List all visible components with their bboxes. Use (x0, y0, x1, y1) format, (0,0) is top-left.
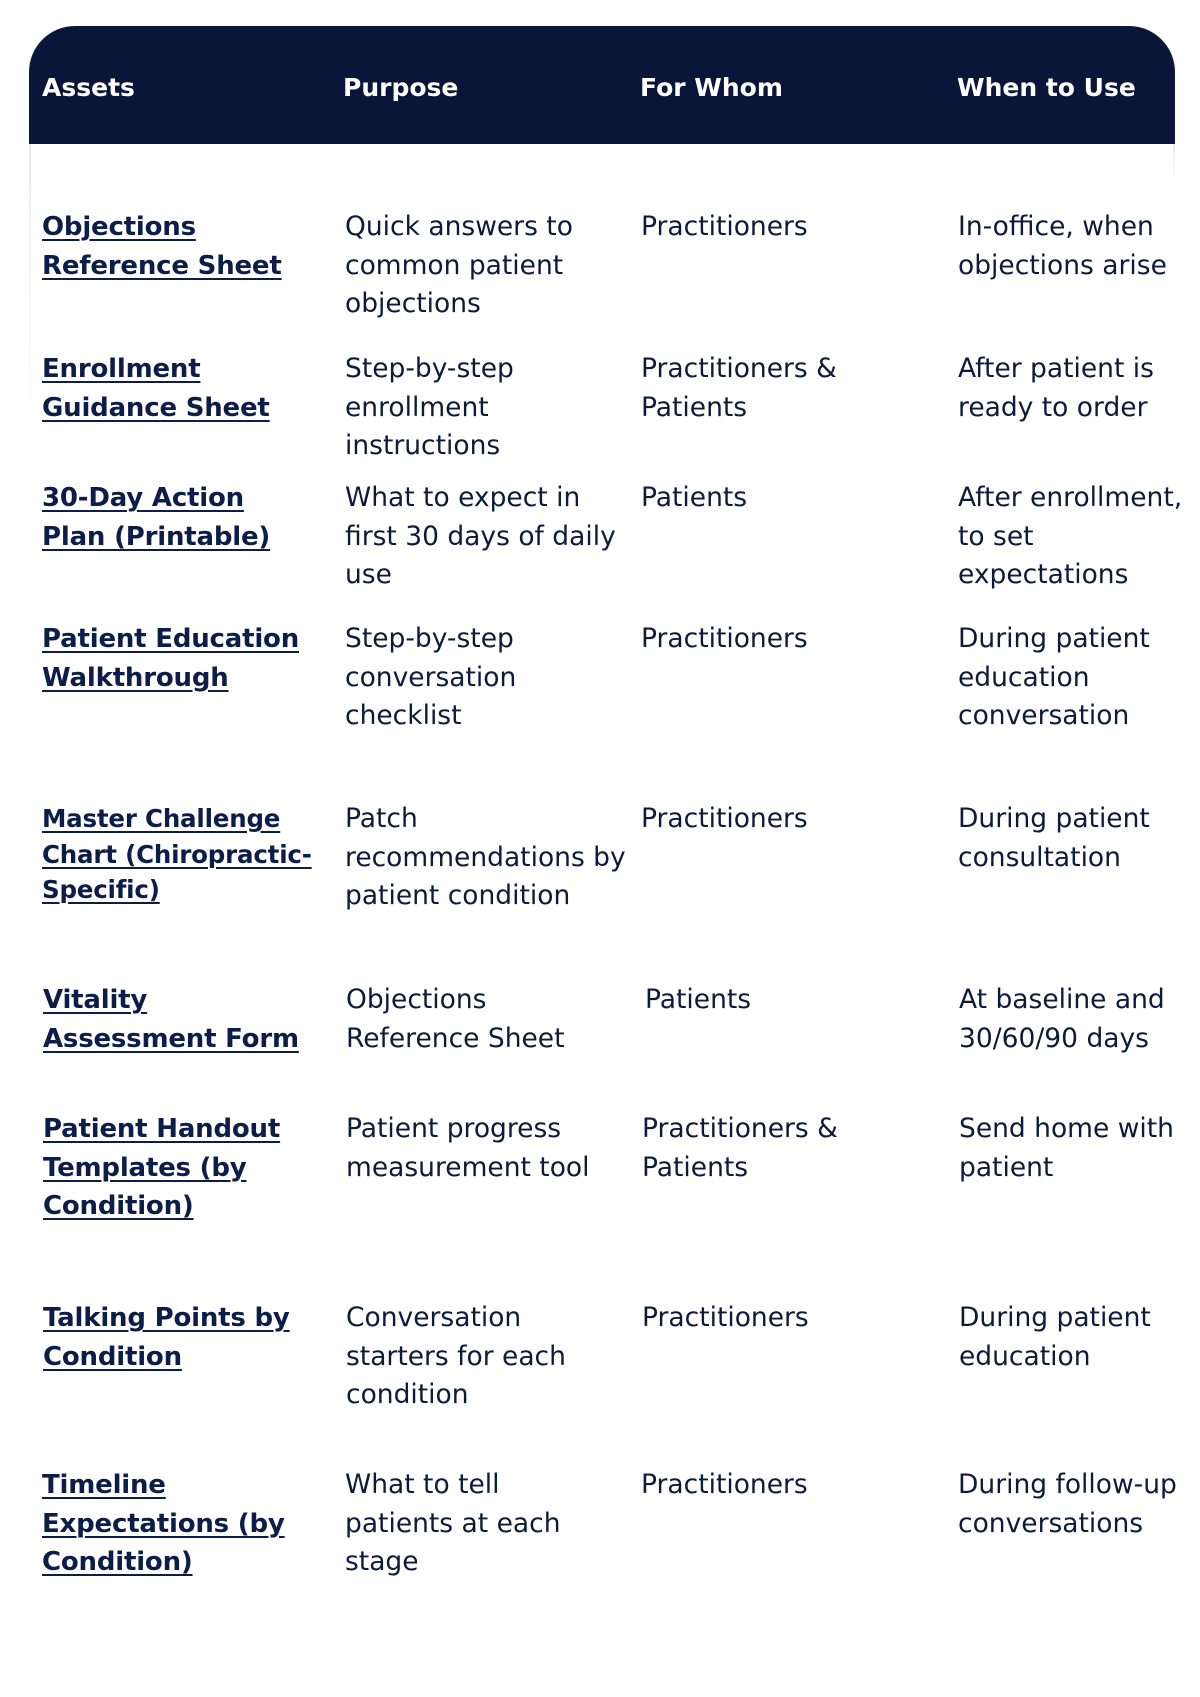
for-whom-cell (642, 1299, 809, 1338)
when-line: Send home with (959, 1113, 1174, 1144)
for-whom-cell (641, 479, 747, 518)
purpose-cell (345, 800, 626, 916)
asset-link-patient-education-walkthrough[interactable] (42, 620, 299, 697)
when-cell (959, 981, 1165, 1058)
asset-link-timeline-expectations[interactable] (42, 1466, 285, 1582)
purpose-line: enrollment (345, 391, 489, 423)
purpose-line: Step-by-step (345, 623, 514, 654)
when-line: During follow-up (958, 1469, 1177, 1500)
purpose-cell (346, 1299, 566, 1415)
purpose-cell (345, 479, 616, 595)
asset-line[interactable]: Condition) (42, 1547, 193, 1577)
asset-line[interactable]: Guidance Sheet (42, 392, 270, 423)
when-cell (958, 479, 1182, 595)
asset-line[interactable]: Plan (Printable) (42, 521, 271, 552)
for-whom-line: Practitioners (641, 803, 808, 834)
table-header (29, 26, 1175, 144)
when-line: to set (958, 520, 1034, 552)
when-cell (958, 1466, 1177, 1543)
for-whom-line: Patients (641, 391, 748, 423)
when-line: patient (959, 1151, 1054, 1183)
purpose-line: use (345, 559, 392, 590)
asset-link-enrollment-guidance-sheet[interactable] (42, 350, 270, 427)
purpose-line: Reference Sheet (346, 1022, 565, 1054)
purpose-line: Patch (345, 803, 418, 834)
when-line: After enrollment, (958, 482, 1183, 513)
when-line: 30/60/90 days (959, 1022, 1149, 1054)
asset-link-patient-handout-templates[interactable] (43, 1110, 280, 1226)
asset-line[interactable]: Condition) (43, 1191, 194, 1221)
asset-link-master-challenge-chart[interactable] (42, 801, 312, 908)
purpose-line: instructions (345, 430, 501, 461)
for-whom-line: Practitioners (641, 211, 808, 242)
when-cell (959, 1110, 1174, 1187)
for-whom-line: Patients (641, 482, 748, 513)
asset-line[interactable]: Master Challenge (42, 804, 281, 833)
when-cell (958, 208, 1167, 285)
when-line: During patient (958, 623, 1150, 654)
asset-line[interactable]: Assessment Form (43, 1023, 299, 1054)
asset-line[interactable]: Reference Sheet (42, 250, 282, 281)
for-whom-line: Practitioners & (642, 1113, 838, 1144)
asset-link-vitality-assessment-form[interactable] (43, 981, 299, 1058)
for-whom-line: Practitioners & (641, 353, 837, 384)
purpose-line: conversation (345, 661, 517, 693)
when-cell (958, 620, 1150, 736)
asset-line[interactable]: Enrollment (42, 354, 201, 384)
for-whom-line: Patients (645, 984, 752, 1015)
purpose-line: What to expect in (345, 482, 581, 513)
purpose-line: patient condition (345, 880, 571, 911)
table-left-border (29, 144, 31, 424)
when-line: During patient (959, 1302, 1151, 1333)
when-line: ready to order (958, 391, 1148, 423)
for-whom-line: Practitioners (641, 1469, 808, 1500)
when-cell (959, 1299, 1151, 1376)
asset-line[interactable]: Templates (by (43, 1152, 247, 1183)
asset-line[interactable]: Condition (43, 1341, 182, 1372)
header-for-whom: For Whom (640, 73, 783, 102)
purpose-line: common patient (345, 249, 564, 281)
asset-link-30-day-action-plan[interactable] (42, 479, 270, 556)
header-purpose: Purpose (343, 73, 459, 102)
when-line: expectations (958, 559, 1129, 590)
asset-line[interactable]: Specific) (42, 875, 160, 904)
asset-line[interactable]: Objections (42, 212, 196, 242)
asset-line[interactable]: Talking Points by (43, 1303, 290, 1333)
for-whom-cell (641, 1466, 808, 1505)
when-line: After patient is (958, 353, 1154, 384)
asset-link-talking-points-by-condition[interactable] (43, 1299, 290, 1376)
when-cell (958, 350, 1154, 427)
purpose-line: What to tell (345, 1469, 500, 1500)
when-line: objections arise (958, 249, 1167, 281)
when-cell (958, 800, 1150, 877)
when-line: conversations (958, 1507, 1144, 1539)
for-whom-cell (641, 208, 808, 247)
for-whom-line: Patients (642, 1151, 749, 1183)
for-whom-cell (641, 800, 808, 839)
when-line: conversation (958, 700, 1130, 731)
purpose-line: Step-by-step (345, 353, 514, 384)
purpose-line: Quick answers to (345, 211, 573, 242)
purpose-line: stage (345, 1546, 419, 1577)
purpose-cell (346, 981, 564, 1058)
purpose-line: condition (346, 1379, 469, 1410)
purpose-line: first 30 days of daily (345, 520, 616, 552)
purpose-line: objections (345, 288, 481, 319)
purpose-line: recommendations by (345, 841, 626, 873)
purpose-line: Conversation (346, 1302, 522, 1333)
table-right-border (1173, 144, 1175, 184)
header-when-to-use: When to Use (957, 73, 1136, 102)
for-whom-cell (642, 1110, 838, 1187)
for-whom-cell (641, 350, 837, 427)
for-whom-line: Practitioners (641, 623, 808, 654)
purpose-cell (345, 620, 516, 736)
purpose-line: checklist (345, 700, 462, 731)
when-line: At baseline and (959, 984, 1165, 1015)
asset-line[interactable]: Chart (Chiropractic- (42, 839, 312, 869)
asset-line[interactable]: 30-Day Action (42, 483, 244, 513)
purpose-line: measurement tool (346, 1151, 590, 1183)
asset-line[interactable]: Patient Education (42, 624, 300, 654)
asset-line[interactable]: Timeline (42, 1470, 166, 1500)
purpose-cell (345, 350, 514, 466)
asset-line[interactable]: Walkthrough (42, 662, 229, 693)
purpose-line: Patient progress (346, 1113, 562, 1144)
for-whom-cell (641, 620, 808, 659)
when-line: education (958, 661, 1090, 693)
purpose-line: Objections (346, 984, 487, 1015)
header-assets: Assets (42, 73, 135, 102)
asset-line[interactable]: Expectations (by (42, 1508, 285, 1539)
when-line: In-office, when (958, 211, 1154, 242)
asset-line[interactable]: Vitality (43, 985, 148, 1015)
asset-link-objections-reference-sheet[interactable] (42, 208, 282, 285)
purpose-cell (345, 208, 573, 324)
when-line: consultation (958, 841, 1121, 873)
purpose-line: patients at each (345, 1507, 561, 1539)
when-line: education (959, 1340, 1091, 1372)
purpose-cell (346, 1110, 589, 1187)
for-whom-line: Practitioners (642, 1302, 809, 1333)
when-line: During patient (958, 803, 1150, 834)
for-whom-cell (645, 981, 751, 1020)
purpose-line: starters for each (346, 1340, 566, 1372)
purpose-cell (345, 1466, 561, 1582)
asset-line[interactable]: Patient Handout (43, 1114, 281, 1144)
